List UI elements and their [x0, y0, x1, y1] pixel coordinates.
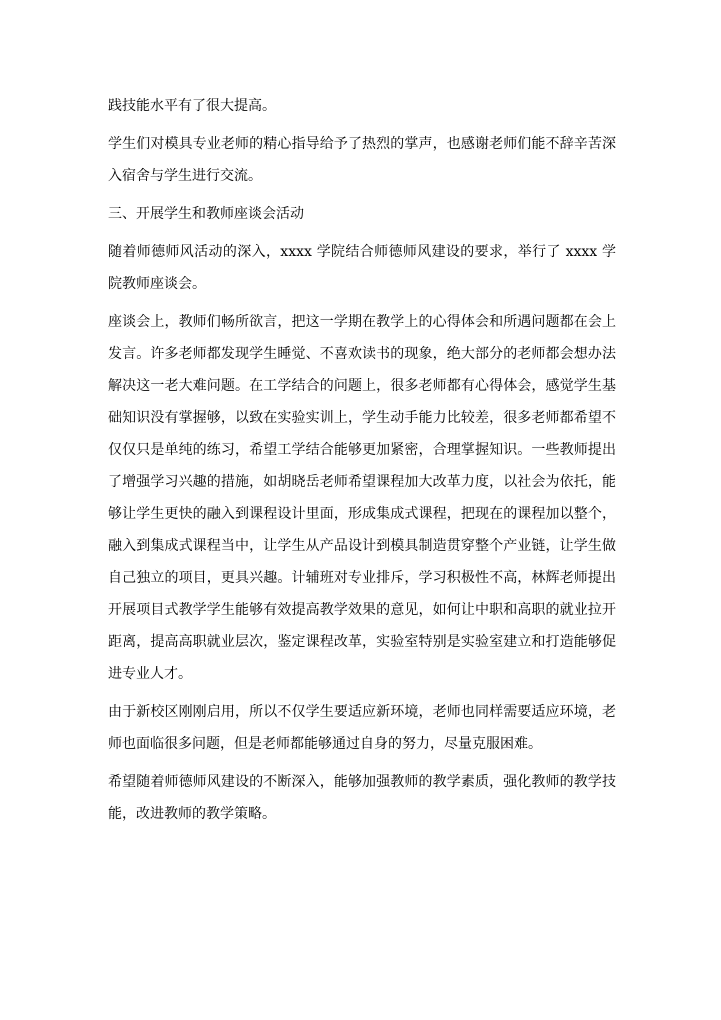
section-heading: 三、开展学生和教师座谈会活动 — [108, 206, 304, 222]
paragraph-conclusion: 希望随着师德师风建设的不断深入，能够加强教师的教学素质，强化教师的教学技能，改进教师的教学策略。 — [108, 774, 616, 822]
paragraph-new-campus: 由于新校区刚刚启用，所以不仅学生要适应新环境，老师也同样需要适应环境，老师也面临很多问题，但是老师都能够通过自身的努力，尽量克服困难。 — [108, 704, 616, 752]
paragraph-continuation: 践技能水平有了很大提高。 — [108, 98, 276, 114]
paragraph-student-applause: 学生们对模具专业老师的精心指导给予了热烈的掌声，也感谢老师们能不辞辛苦深入宿舍与学生进行交流。 — [108, 136, 616, 184]
document-body — [108, 90, 616, 836]
paragraph-seminar-intro: 随着师德师风活动的深入，xxxx 学院结合师德师风建设的要求，举行了 xxxx 学院教师座谈会。 — [108, 244, 616, 292]
paragraph-seminar-details: 座谈会上，教师们畅所欲言，把这一学期在教学上的心得体会和所遇问题都在会上发言。许多老师都发现学生睡觉、不喜欢读书的现象，绝大部分的老师都会想办法解决这一老大难问题。在工学结合的问题上，很多老师都有心得体会，感觉学生基础知识没有掌握够，以致在实验实训上，学生动手能力比较差，很多老师都希望不仅仅只是单纯的练习，希望工学结合能够更加紧密，合理掌握知识。一些教师提出了增强学习兴趣的措施，如胡晓岳老师希望课程加大改革力度，以社会为依托，能够让学生更快的融入到课程设计里面，形成集成式课程，把现在的课程加以整个，融入到集成式课程当中，让学生从产品设计到模具制造贯穿整个产业链，让学生做自己独立的项目，更具兴趣。计辅班对专业排斥，学习积极性不高，林辉老师提出开展项目式教学学生能够有效提高教学效果的意见，如何让中职和高职的就业拉开距离，提高高职就业层次，鉴定课程改革，实验室特别是实验室建立和打造能够促进专业人才。 — [108, 314, 616, 682]
